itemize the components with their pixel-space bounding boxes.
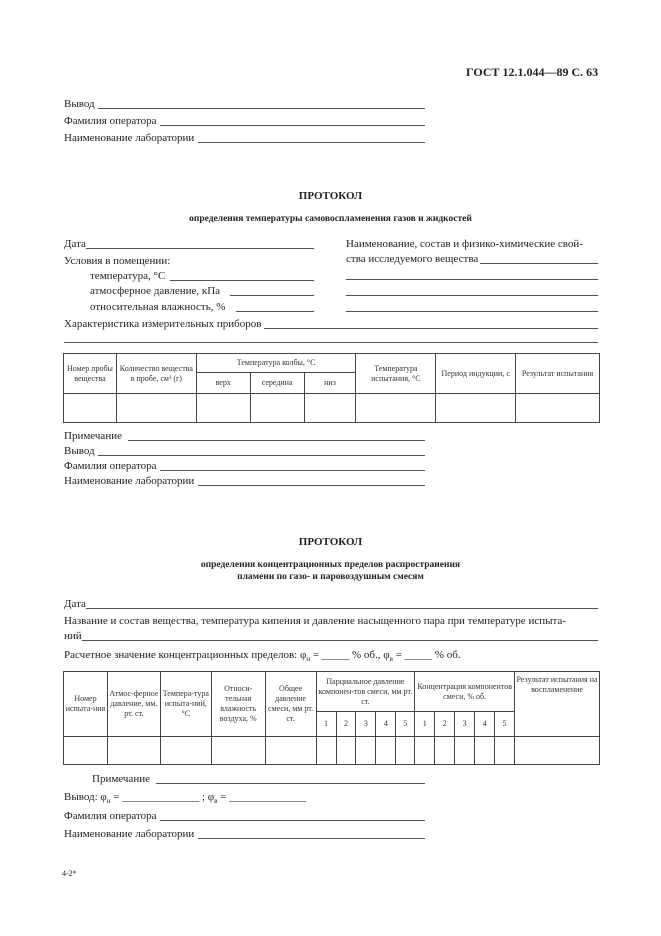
p1-humidity-field[interactable]	[236, 311, 314, 312]
p1-cell[interactable]	[64, 394, 117, 423]
p2-col-test-no: Номер испыта-ния	[64, 672, 108, 737]
p2-col-humidity: Относи-тельная влажность воздуха, %	[211, 672, 265, 737]
p2-date-field[interactable]	[86, 608, 598, 609]
p1-lab-field[interactable]	[198, 485, 425, 486]
p2-cell[interactable]	[515, 737, 600, 765]
p1-note-label: Примечание	[64, 430, 122, 442]
p1-note-field[interactable]	[128, 440, 425, 441]
p1-humidity-label: относительная влажность, %	[90, 301, 226, 313]
p1-substance-label-2: ства исследуемого вещества	[346, 253, 479, 265]
p2-substance-label-1: Название и состав вещества, температура кипения и давление насыщенного пара при температуре испыта-	[64, 615, 566, 627]
p2-conc-col-3: 3	[455, 712, 475, 737]
p2-cell[interactable]	[475, 737, 495, 765]
p1-substance-field-1[interactable]	[480, 263, 598, 264]
top-lab-field[interactable]	[198, 142, 425, 143]
p2-partial-col-2: 2	[336, 712, 356, 737]
p2-partial-col-4: 4	[376, 712, 396, 737]
gost-header: ГОСТ 12.1.044—89 С. 63	[466, 65, 599, 79]
p1-col-sample: Номер пробы вещества	[64, 354, 117, 394]
p1-substance-field-3[interactable]	[346, 295, 598, 296]
protocol-2-subtitle-1: определения концентрационных пределов распространения	[200, 560, 461, 570]
p1-date-field[interactable]	[86, 248, 314, 249]
p2-col-conc: Концентрация компонентов смеси, % об.	[415, 672, 515, 712]
top-conclusion-label: Вывод	[64, 98, 95, 110]
p1-pressure-label: атмосферное давление, кПа	[90, 285, 221, 297]
protocol-2-subtitle-2: пламени по газо- и паровоздушным смесям	[237, 572, 424, 582]
p2-conc-col-1: 1	[415, 712, 435, 737]
p1-col-test-temp: Температура испытания, °С	[356, 354, 436, 394]
p1-cell[interactable]	[196, 394, 250, 423]
top-operator-field[interactable]	[160, 125, 425, 126]
p2-cell[interactable]	[211, 737, 265, 765]
p1-col-bottom: низ	[304, 373, 356, 394]
p1-operator-field[interactable]	[160, 470, 425, 471]
p2-conc-col-5: 5	[495, 712, 515, 737]
top-lab-label: Наименование лаборатории	[64, 132, 195, 144]
p1-col-quantity: Количество вещества в пробе, см³ (г)	[116, 354, 196, 394]
p1-col-result: Результат испытания	[516, 354, 600, 394]
p2-col-temp: Темпера-тура испыта-ний, °С	[160, 672, 211, 737]
p1-conditions-label: Условия в помещении:	[64, 255, 171, 267]
p2-date-label: Дата	[64, 598, 86, 610]
page-footer-mark: 4-2*	[62, 869, 77, 878]
p2-cell[interactable]	[64, 737, 108, 765]
p2-cell[interactable]	[265, 737, 316, 765]
p1-temp-label: температура, °С	[90, 270, 166, 282]
top-operator-label: Фамилия оператора	[64, 115, 157, 127]
p1-cell[interactable]	[356, 394, 436, 423]
p1-instruments-field-2[interactable]	[64, 342, 598, 343]
p1-col-middle: середина	[250, 373, 304, 394]
p2-cell[interactable]	[316, 737, 336, 765]
p2-results-table	[63, 671, 600, 765]
p1-cell[interactable]	[436, 394, 516, 423]
p1-col-top: верх	[196, 373, 250, 394]
p2-cell[interactable]	[160, 737, 211, 765]
p2-operator-label: Фамилия оператора	[64, 810, 157, 822]
p1-pressure-field[interactable]	[230, 295, 314, 296]
p2-note-field[interactable]	[156, 783, 425, 784]
p2-cell[interactable]	[495, 737, 515, 765]
p2-cell[interactable]	[415, 737, 435, 765]
p1-temp-field[interactable]	[170, 280, 314, 281]
p1-cell[interactable]	[304, 394, 356, 423]
p1-cell[interactable]	[250, 394, 304, 423]
p2-cell[interactable]	[336, 737, 356, 765]
protocol-1-title: ПРОТОКОЛ	[298, 190, 363, 202]
p1-col-induction: Период индукции, с	[436, 354, 516, 394]
p1-col-flask-temp: Температура колбы, °С	[196, 354, 356, 373]
p2-cell[interactable]	[107, 737, 160, 765]
p1-lab-label: Наименование лаборатории	[64, 475, 195, 487]
p1-substance-field-2[interactable]	[346, 279, 598, 280]
p1-date-label: Дата	[64, 238, 86, 250]
p2-conclusion-label: Вывод: $\varphi_н$ = ______________ ; $\varphi_в$ = ______________	[64, 791, 307, 806]
p2-col-partial: Парциальное давление компонен-тов смеси, мм рт. ст.	[316, 672, 415, 712]
p2-cell[interactable]	[396, 737, 415, 765]
p2-partial-col-5: 5	[396, 712, 415, 737]
p2-substance-field[interactable]	[82, 640, 598, 641]
p2-conc-col-4: 4	[475, 712, 495, 737]
p1-conclusion-field[interactable]	[98, 455, 425, 456]
p2-col-result: Результат испытания на воспламенение	[515, 672, 600, 737]
p2-cell[interactable]	[435, 737, 455, 765]
p2-substance-label-2: ний	[64, 630, 82, 642]
p2-cell[interactable]	[376, 737, 396, 765]
p2-note-label: Примечание	[92, 773, 150, 785]
p1-cell[interactable]	[516, 394, 600, 423]
p2-calc-label: Расчетное значение концентрационных пределов: $\varphi_н$ = _____ % об., $\varphi_в$ = _____ % об.	[64, 649, 461, 664]
p1-substance-label-1: Наименование, состав и физико-химические свой-	[346, 238, 583, 250]
p1-instruments-field[interactable]	[264, 328, 598, 329]
p2-col-atm: Атмос-ферное давление, мм. рт. ст.	[107, 672, 160, 737]
top-conclusion-field[interactable]	[98, 108, 425, 109]
protocol-1-subtitle: определения температуры самовоспламенения газов и жидкостей	[189, 214, 472, 224]
p2-cell[interactable]	[455, 737, 475, 765]
p1-operator-label: Фамилия оператора	[64, 460, 157, 472]
p2-lab-label: Наименование лаборатории	[64, 828, 195, 840]
p1-instruments-label: Характеристика измерительных приборов	[64, 318, 262, 330]
p1-conclusion-label: Вывод	[64, 445, 95, 457]
p2-conc-col-2: 2	[435, 712, 455, 737]
p1-cell[interactable]	[116, 394, 196, 423]
p2-partial-col-3: 3	[356, 712, 376, 737]
p2-col-total: Общее давление смеси, мм рт. ст.	[265, 672, 316, 737]
p2-cell[interactable]	[356, 737, 376, 765]
protocol-2-title: ПРОТОКОЛ	[298, 536, 363, 548]
p1-results-table	[63, 353, 600, 423]
p2-lab-field[interactable]	[198, 838, 425, 839]
p2-operator-field[interactable]	[160, 820, 425, 821]
p2-partial-col-1: 1	[316, 712, 336, 737]
p1-substance-field-4[interactable]	[346, 311, 598, 312]
